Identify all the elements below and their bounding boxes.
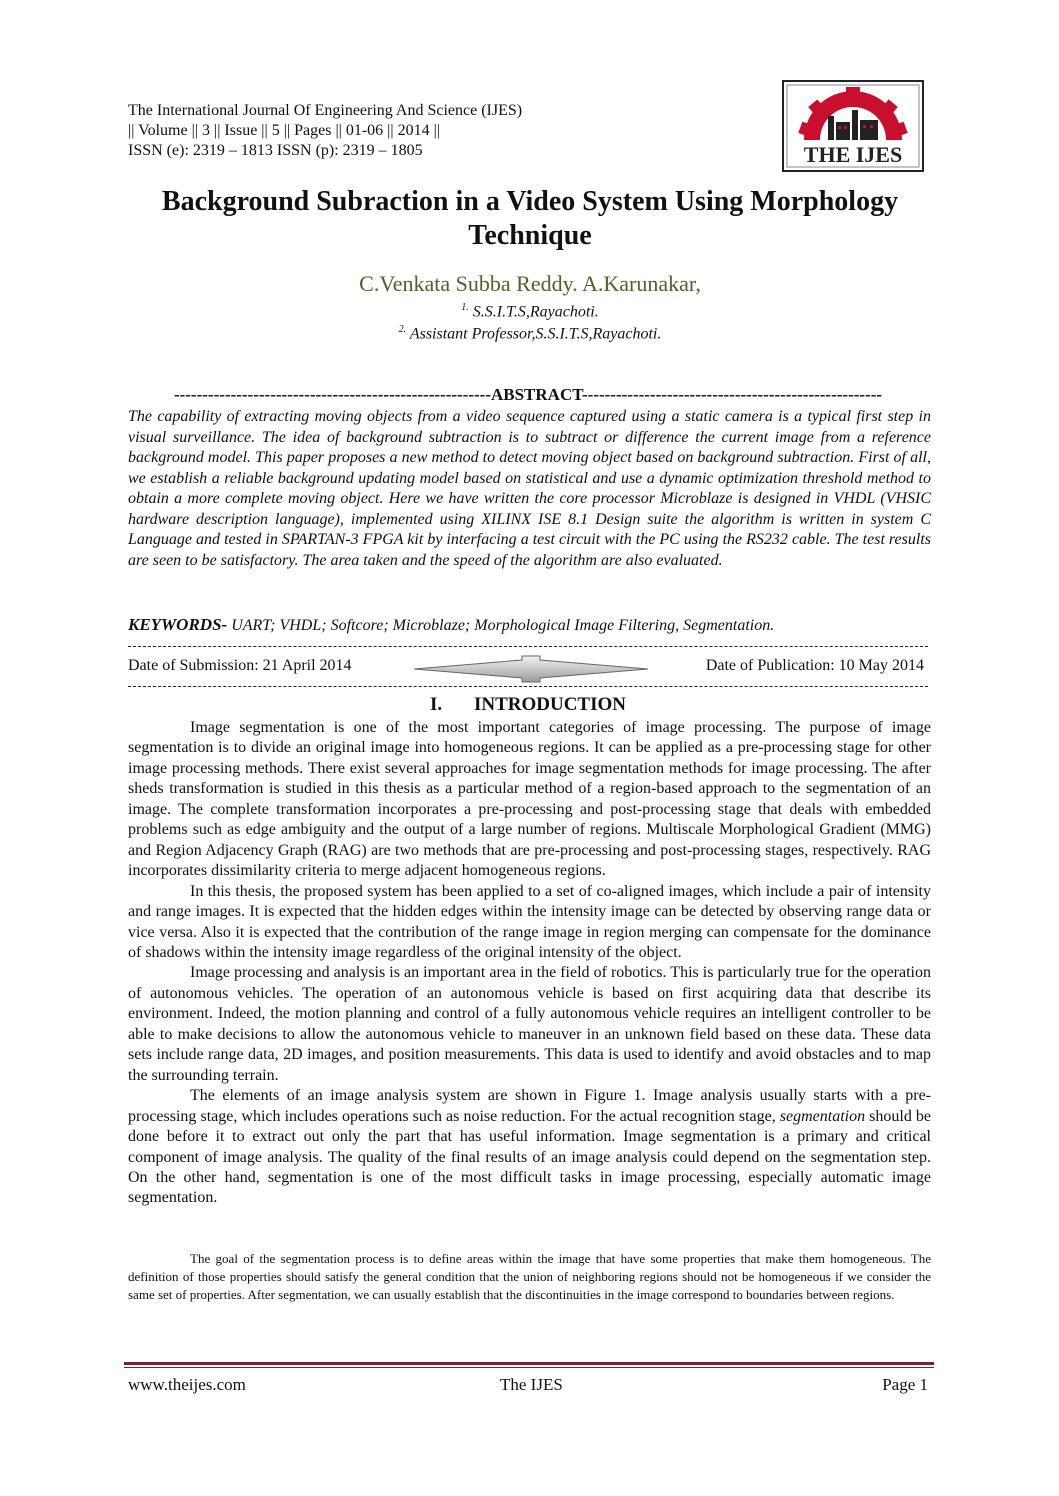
footer-rule-thin xyxy=(124,1367,934,1368)
title-line-2: Technique xyxy=(468,220,592,251)
paragraph-3: Image processing and analysis is an important area in the field of robotics. This is particularly true for the operation of autonomous vehicles. The operation of an autonomous vehicle is based on first acquiring data that describe its environment. Indeed, the motion planning and control of a fully autonomous vehicle requires an intelligent controller to be able to make decisions to allow the autonomous vehicle to maneuver in an unknown field based on these data. These data sets include range data, 2D images, and position measurements. This data is used to identify and avoid obstacles and to map the surrounding terrain. xyxy=(128,964,931,1084)
dashed-divider-bottom xyxy=(128,686,928,687)
double-arrow-icon xyxy=(412,654,650,684)
introduction-small-text xyxy=(128,1250,931,1303)
dashed-divider-top xyxy=(128,646,928,647)
affiliation-2-text: Assistant Professor,S.S.I.T.S,Rayachoti. xyxy=(406,325,662,343)
paragraph-1: Image segmentation is one of the most important categories of image processing. The purpose of image segmentation is to divide an original image into homogeneous regions. It can be applied as a pre-processing stage for other image processing methods. There exist several approaches for image segmentation methods for image processing. The after sheds transformation is studied in this thesis as a particular method of a region-based approach to the segmentation of an image. The complete transformation incorporates a pre-processing and post-processing stage that deals with embedded problems such as edge ambiguity and the output of a large number of regions. Multiscale Morphological Gradient (MMG) and Region Adjacency Graph (RAG) are two methods that are pre-processing and post-processing stages, respectively. RAG incorporates dissimilarity criteria to merge adjacent homogeneous regions. xyxy=(128,719,931,880)
footer-journal: The IJES xyxy=(500,1375,563,1394)
title-line-1: Background Subraction in a Video System Using Morphology xyxy=(161,186,899,217)
submission-date: Date of Submission: 21 April 2014 xyxy=(128,657,352,674)
affiliation-1-text: S.S.I.T.S,Rayachoti. xyxy=(468,303,599,321)
journal-info xyxy=(128,101,522,161)
keywords-label: KEYWORDS- xyxy=(128,615,228,634)
affiliation-2-marker: 2. xyxy=(398,324,407,335)
authors: C.Venkata Subba Reddy. A.Karunakar, xyxy=(359,271,701,296)
journal-issn: ISSN (e): 2319 – 1813 ISSN (p): 2319 – 1805 xyxy=(128,142,423,159)
abstract-heading: --------------------------------------------------------ABSTRACT----------------------------------------------------- xyxy=(173,385,883,404)
keywords-text: UART; VHDL; Softcore; Microblaze; Morphological Image Filtering, Segmentation. xyxy=(227,617,775,634)
paper-title xyxy=(120,185,940,253)
footer-rule-thick xyxy=(124,1362,934,1365)
paragraph-5: The goal of the segmentation process is to define areas within the image that have some properties that make them homogeneous. The definition of those properties should satisfy the general condition that the union of neighboring regions should not be homogeneous if we consider the same set of properties. After segmentation, we can usually establish that the discontinuities in the image correspond to boundaries between regions. xyxy=(128,1251,931,1302)
footer-page-number: Page 1 xyxy=(882,1375,928,1394)
affiliation-1-marker: 1. xyxy=(461,302,469,313)
affiliation-1 xyxy=(120,298,940,322)
paragraph-4 xyxy=(128,1086,931,1209)
publication-date: Date of Publication: 10 May 2014 xyxy=(705,657,924,674)
paragraph-4-end: should be done before it to extract out only the part that has useful information. Image segmentation is a primary and critical component of image analysis. The quality of the final results of an image analysis could depend on the segmentation step. On the other hand, segmentation is one of the most difficult tasks in image processing, especially automatic image segmentation. xyxy=(128,1107,932,1207)
page-footer xyxy=(128,1374,928,1398)
footer-website[interactable]: www.theijes.com xyxy=(128,1375,246,1394)
ijes-logo xyxy=(782,80,924,172)
paragraph-4-emphasis: segmentation xyxy=(779,1107,866,1125)
section-number: I. xyxy=(429,694,443,715)
paragraph-2: In this thesis, the proposed system has been applied to a set of co-aligned images, which include a pair of intensity and range images. It is expected that the hidden edges within the intensity image can be detected by observing range data or vice versa. Also it is expected that the contribution of the range image in region merging can compensate for the dominance of shadows within the intensity image regardless of the original intensity of the object. xyxy=(128,882,931,961)
abstract-text: The capability of extracting moving objects from a video sequence captured using a static camera is a typical first step in visual surveillance. The idea of background subtraction is to subtract or difference the current image from a reference background model. This paper proposes a new method to detect moving object based on background subtraction. First of all, we establish a reliable background updating model based on statistical and use a dynamic optimization threshold method to obtain a more complete moving object. Here we have written the core processor Microblaze is designed in VHDL (VHSIC hardware description language), implemented using XILINX ISE 8.1 Design suite the algorithm is written in system C Language and tested in SPARTAN-3 FPGA kit by interfacing a test circuit with the PC using the RS232 cable. The test results are seen to be satisfactory. The area taken and the speed of the algorithm are also evaluated. xyxy=(128,408,931,569)
paragraph-4-start: The elements of an image analysis system are shown in Figure 1. Image analysis usually starts with a pre-processing stage, which includes operations such as noise reduction. For the actual recognition stage, xyxy=(128,1087,931,1125)
affiliation-2 xyxy=(120,320,940,344)
keywords xyxy=(128,614,931,637)
section-heading xyxy=(128,694,928,716)
section-title: INTRODUCTION xyxy=(473,694,627,715)
journal-name: The International Journal Of Engineering And Science (IJES) xyxy=(128,102,523,119)
journal-volume: || Volume || 3 || Issue || 5 || Pages || 01-06 || 2014 || xyxy=(128,122,440,139)
introduction-body xyxy=(128,718,931,1209)
logo-text: THE IJES xyxy=(803,142,903,167)
